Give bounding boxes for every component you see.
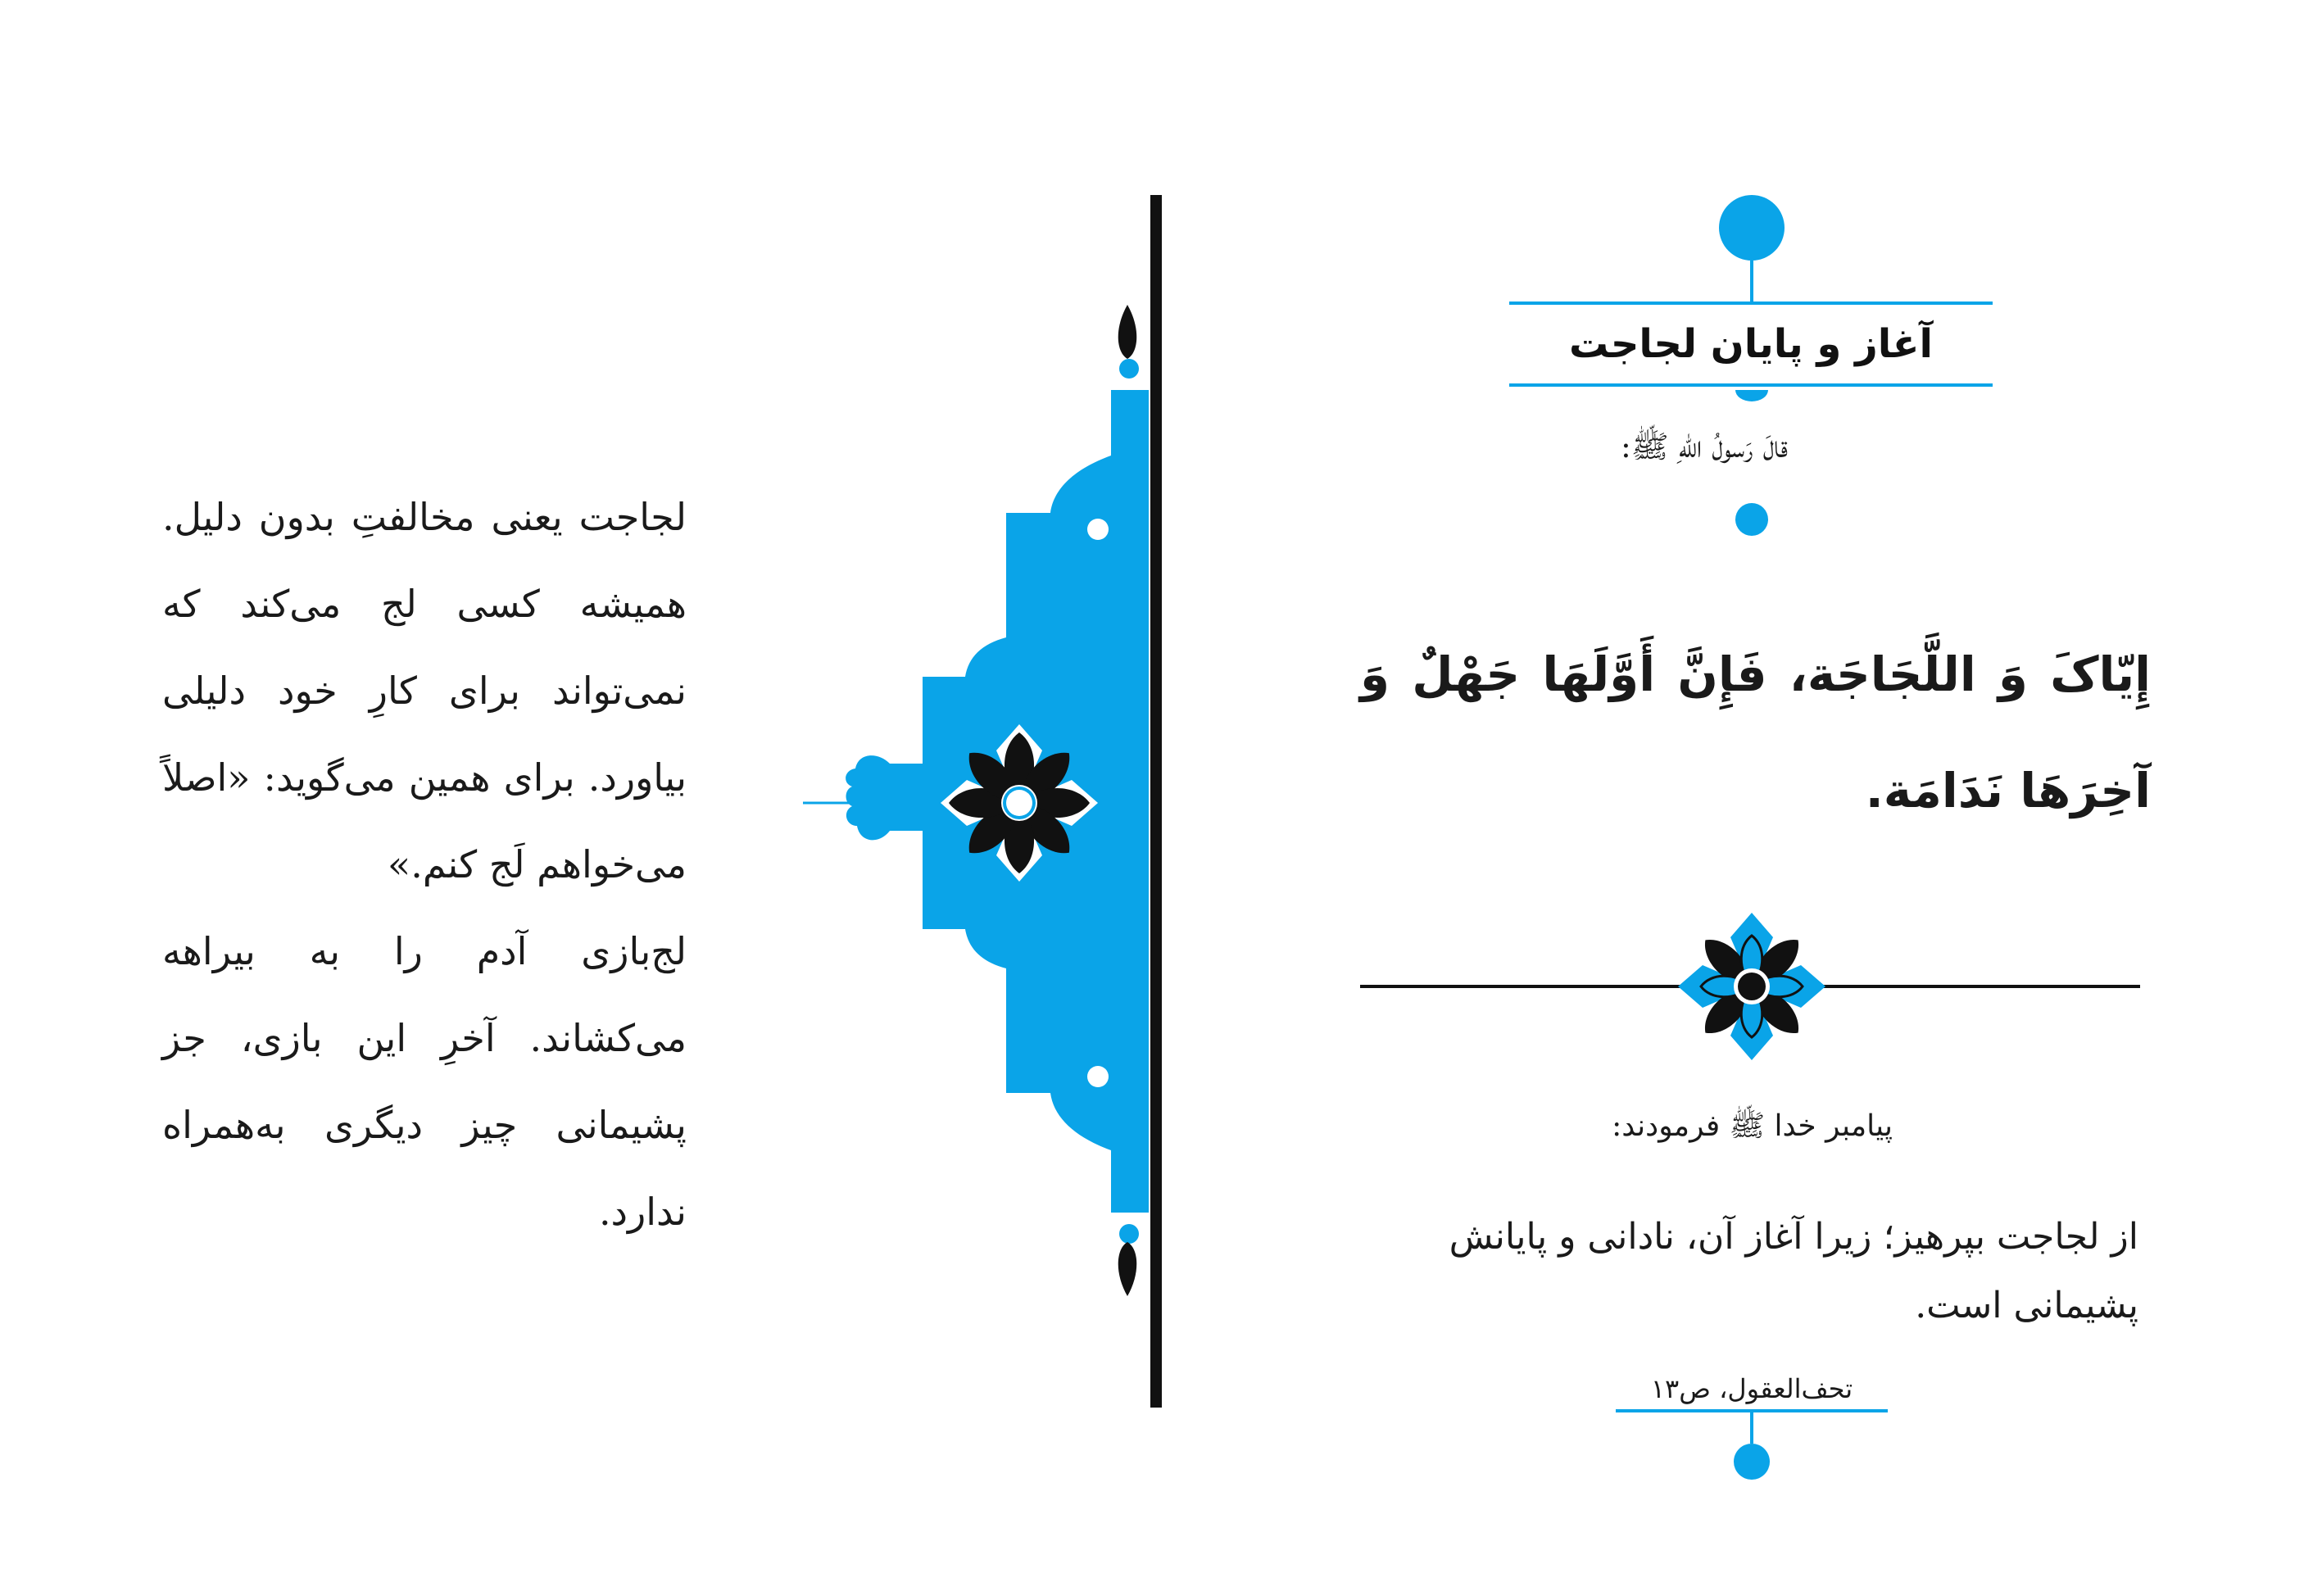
bottom-circle-icon: [1734, 1444, 1770, 1480]
page-title: آغاز و پایان لجاجت: [1569, 321, 1933, 367]
top-circle-icon: [1719, 195, 1785, 261]
source-citation: تحف‌العقول، ص۱۳: [1616, 1373, 1888, 1412]
body-paragraph-2: لج‌بازی آدم را به بیراهه می‌کشاند. آخرِ این بازی، جز پشیمانی چیز دیگری به‌همراه ندارد.: [162, 929, 687, 1234]
prophet-said-line: پیامبر خدا ﷺ فرمودند:: [1612, 1109, 1893, 1143]
title-bottom-dot-icon: [1735, 390, 1768, 401]
qal-line: قالَ رَسولُ اللهِ ﷺ:: [1620, 428, 1789, 465]
divider-flower-icon: [1678, 913, 1825, 1060]
qal-dot-icon: [1735, 503, 1768, 536]
body-paragraph-1: لجاجت یعنی مخالفتِ بدون دلیل. همیشه کسی لج می‌کند که نمی‌تواند برای کارِ خود دلیلی بیاورد. برای همین می‌گوید: «اصلاً می‌خواهم لَج کنم.»: [162, 495, 687, 886]
title-box: [1509, 302, 1993, 387]
hadith-translation: از لجاجت بپرهیز؛ زیرا آغاز آن، نادانی و پایانش پشیمانی است.: [1449, 1216, 2138, 1326]
arabic-hadith: إِیّاکَ وَ اللَّجَاجَة، فَإِنَّ أَوَّلَهَا جَهْلٌ وَ آخِرَهَا نَدَامَة.: [1360, 646, 2151, 818]
